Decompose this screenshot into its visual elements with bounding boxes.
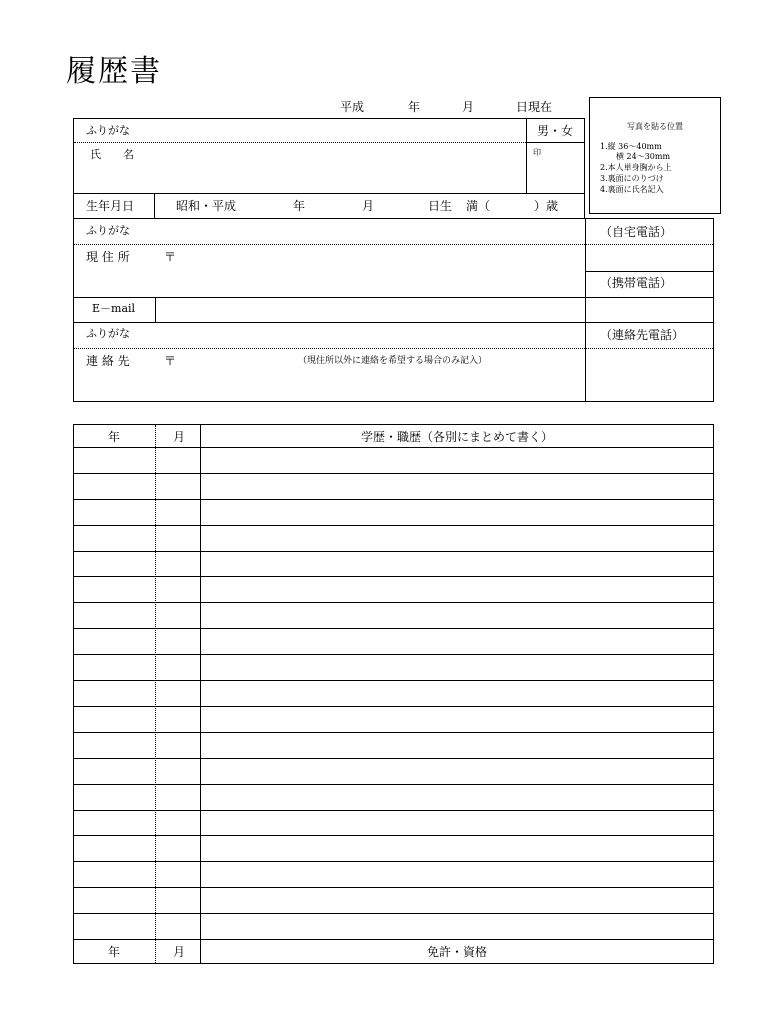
- phone-column-separator: [585, 219, 586, 401]
- gender-label[interactable]: 男・女: [537, 124, 574, 138]
- email-separator: [155, 297, 156, 322]
- age-close: ）歳: [534, 199, 559, 213]
- date-era: 平成: [340, 100, 365, 114]
- contact-phone-label: （連絡先電話）: [600, 328, 685, 342]
- date-year: 年: [408, 100, 421, 114]
- phone-line-1: [586, 271, 713, 272]
- birth-month: 月: [362, 199, 375, 213]
- licenses-col-month: 月: [173, 945, 186, 959]
- history-table-row[interactable]: [74, 526, 713, 550]
- birth-era[interactable]: 昭和・平成: [176, 199, 237, 213]
- gender-separator: [526, 119, 527, 193]
- seal-label: 印: [533, 148, 541, 157]
- date-month: 月: [462, 100, 475, 114]
- photo-line-4: 3.裏面にのりづけ: [600, 174, 664, 183]
- page-title: 履歴書: [66, 54, 162, 89]
- history-table-row[interactable]: [74, 655, 713, 679]
- history-table-row[interactable]: [74, 733, 713, 757]
- email-input-area[interactable]: [158, 299, 582, 320]
- phone-dotted-3: [586, 348, 713, 349]
- photo-line-1: 1.縦 36～40mm: [600, 142, 662, 151]
- contact-label: 連 絡 先: [86, 354, 130, 368]
- birth-day: 日生: [428, 199, 453, 213]
- phone-dotted-1: [586, 244, 713, 245]
- date-day-now: 日現在: [516, 100, 553, 114]
- photo-box: [589, 97, 721, 214]
- history-col-month: 月: [173, 430, 186, 444]
- history-table-row[interactable]: [74, 785, 713, 809]
- history-table-row[interactable]: [74, 577, 713, 601]
- email-label: E－mail: [92, 302, 136, 315]
- birth-year: 年: [293, 199, 306, 213]
- address-input-area[interactable]: [180, 248, 580, 294]
- licenses-header-line-top: [74, 939, 713, 940]
- address-furigana-label: ふりがな: [86, 224, 130, 237]
- home-phone-label: （自宅電話）: [600, 225, 673, 239]
- contact-note: （現住所以外に連絡を希望する場合のみ記入）: [298, 356, 488, 366]
- name-label: 氏 名: [90, 148, 134, 161]
- address-label: 現 住 所: [86, 250, 130, 264]
- history-table-row[interactable]: [74, 681, 713, 705]
- photo-title: 写真を貼る位置: [627, 122, 683, 131]
- photo-line-5: 4.裏面に氏名記入: [600, 185, 664, 194]
- history-table-row[interactable]: [74, 474, 713, 498]
- history-table-row[interactable]: [74, 836, 713, 860]
- address-postal: 〒: [164, 250, 177, 264]
- history-table-row[interactable]: [74, 888, 713, 912]
- photo-line-2: 横 24～30mm: [616, 152, 671, 161]
- history-table-row[interactable]: [74, 914, 713, 938]
- mobile-phone-label: （携帯電話）: [600, 276, 673, 290]
- history-table-row[interactable]: [74, 862, 713, 886]
- history-table-row[interactable]: [74, 500, 713, 524]
- furigana-label: ふりがな: [86, 124, 130, 137]
- licenses-col-year: 年: [108, 945, 121, 959]
- history-table-row[interactable]: [74, 448, 713, 472]
- furigana-divider: [74, 142, 526, 143]
- history-table-row[interactable]: [74, 603, 713, 627]
- history-table-row[interactable]: [74, 552, 713, 576]
- name-bottom-line: [74, 193, 584, 194]
- history-col-content: 学歴・職歴（各別にまとめて書く）: [360, 430, 553, 444]
- history-table-row[interactable]: [74, 811, 713, 835]
- photo-line-3: 2.本人単身胸から上: [600, 163, 672, 172]
- licenses-col-content: 免許・資格: [426, 945, 487, 959]
- history-table-row[interactable]: [74, 759, 713, 783]
- contact-input-area[interactable]: [180, 352, 580, 398]
- birth-separator: [154, 193, 155, 218]
- age-open: 満（: [466, 199, 491, 213]
- history-col-year: 年: [108, 430, 121, 444]
- contact-postal: 〒: [164, 354, 177, 368]
- address-furigana-divider: [74, 244, 585, 245]
- name-input-area[interactable]: [160, 146, 520, 190]
- contact-furigana-label: ふりがな: [86, 327, 130, 340]
- email-bottom-line: [74, 322, 713, 323]
- birth-label: 生年月日: [86, 199, 135, 213]
- history-table-row[interactable]: [74, 707, 713, 731]
- history-table-row[interactable]: [74, 629, 713, 653]
- gender-divider: [526, 142, 584, 143]
- contact-furigana-divider: [74, 348, 585, 349]
- phone-dotted-2: [586, 297, 713, 298]
